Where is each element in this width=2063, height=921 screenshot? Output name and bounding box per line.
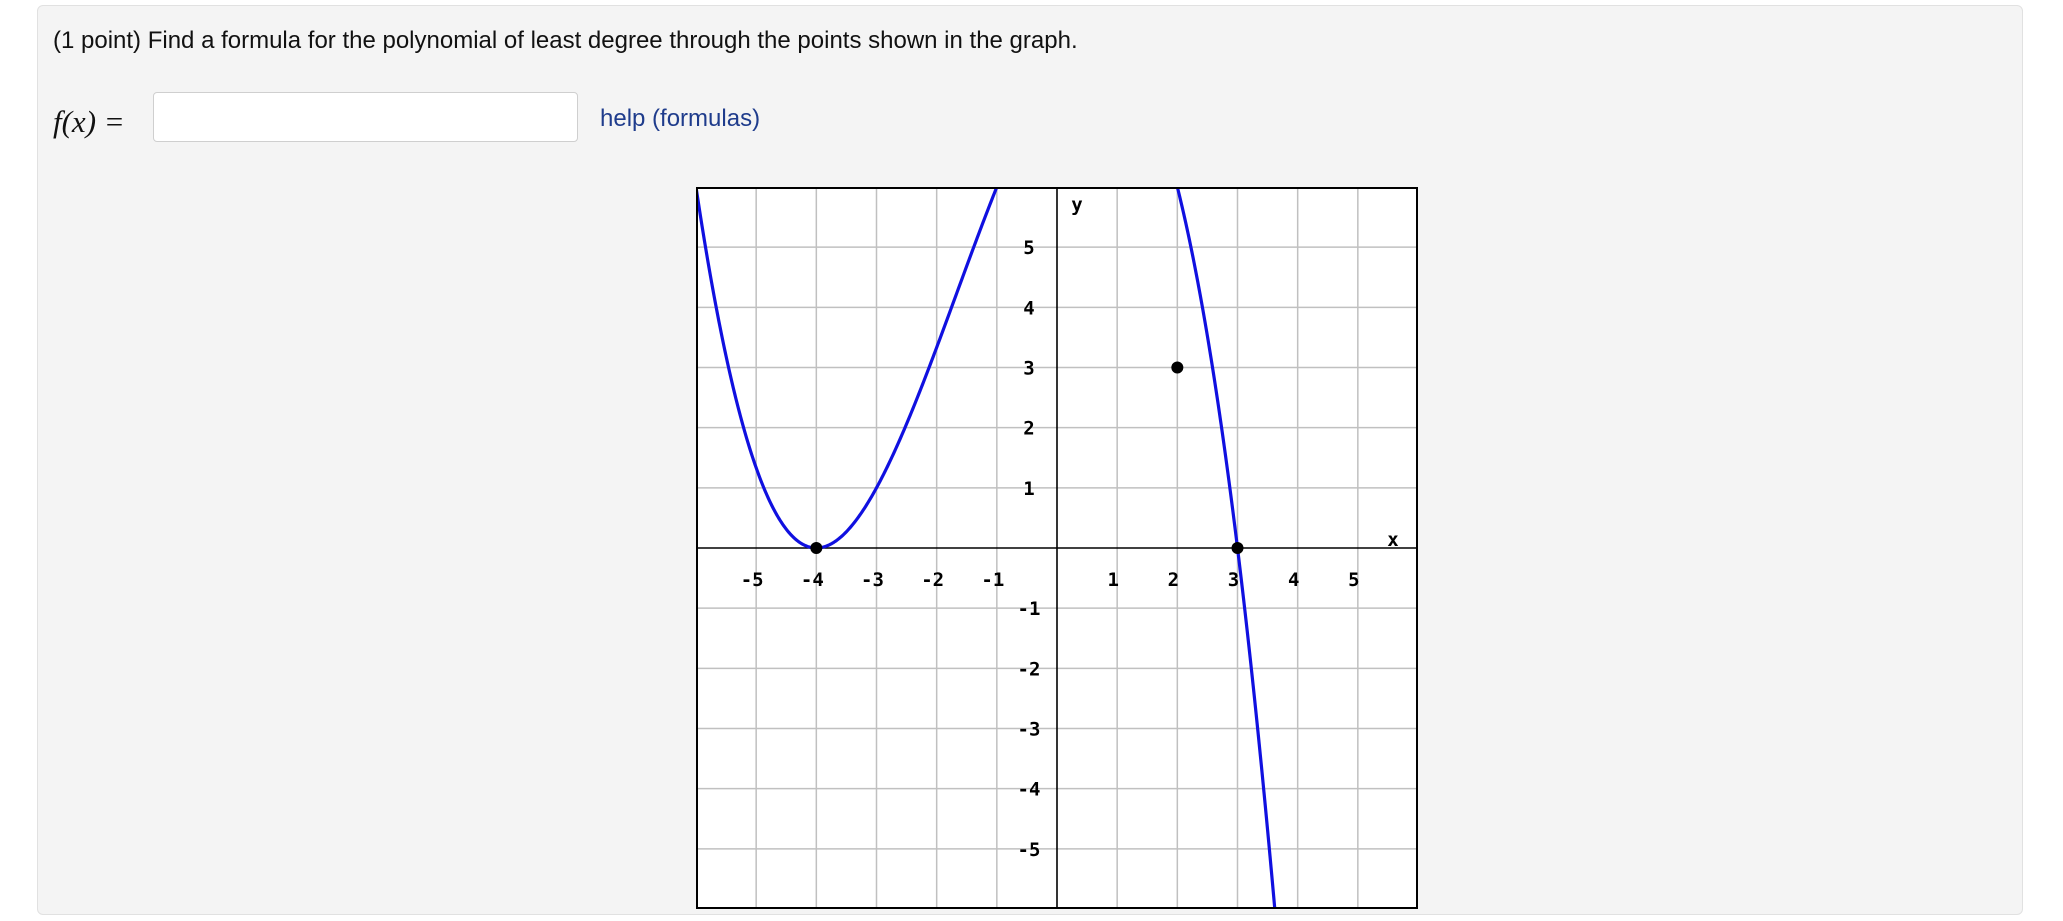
y-tick-label: 5 — [1023, 237, 1035, 260]
x-axis-label: x — [1387, 529, 1399, 551]
y-tick-label: 4 — [1023, 297, 1035, 320]
y-tick-label: -1 — [1017, 598, 1041, 621]
x-tick-label: 5 — [1348, 569, 1360, 591]
y-tick-label: -3 — [1017, 718, 1041, 741]
x-tick-label: 2 — [1167, 569, 1180, 591]
x-tick-label: -3 — [861, 569, 884, 591]
y-tick-label: -2 — [1017, 658, 1041, 681]
y-tick-label: 3 — [1023, 357, 1035, 380]
x-tick-label: -2 — [921, 569, 945, 591]
y-tick-label: -4 — [1017, 778, 1041, 801]
x-tick-label: 1 — [1107, 569, 1119, 591]
x-tick-label: -4 — [800, 569, 824, 591]
problem-statement: (1 point) Find a formula for the polynomial of least degree through the points shown in the graph. — [53, 27, 1078, 54]
function-label — [53, 104, 125, 140]
help-formulas-link[interactable]: help (formulas) — [600, 105, 761, 132]
x-tick-label: 3 — [1227, 569, 1240, 591]
y-tick-label: 2 — [1023, 417, 1035, 440]
x-tick-label: -1 — [981, 569, 1005, 591]
y-tick-label: -5 — [1017, 838, 1041, 861]
y-tick-label: 1 — [1023, 477, 1035, 500]
problem-panel — [37, 5, 2023, 915]
polynomial-graph — [696, 187, 1418, 909]
marked-point — [1232, 542, 1244, 554]
marked-point — [1171, 362, 1183, 374]
marked-point — [810, 542, 822, 554]
answer-input[interactable] — [153, 92, 578, 142]
y-axis-label: y — [1071, 194, 1083, 216]
function-label-text: f(x) = — [53, 104, 125, 139]
x-tick-label: -5 — [740, 569, 764, 591]
x-tick-label: 4 — [1287, 569, 1300, 591]
graph-svg — [696, 187, 1418, 909]
